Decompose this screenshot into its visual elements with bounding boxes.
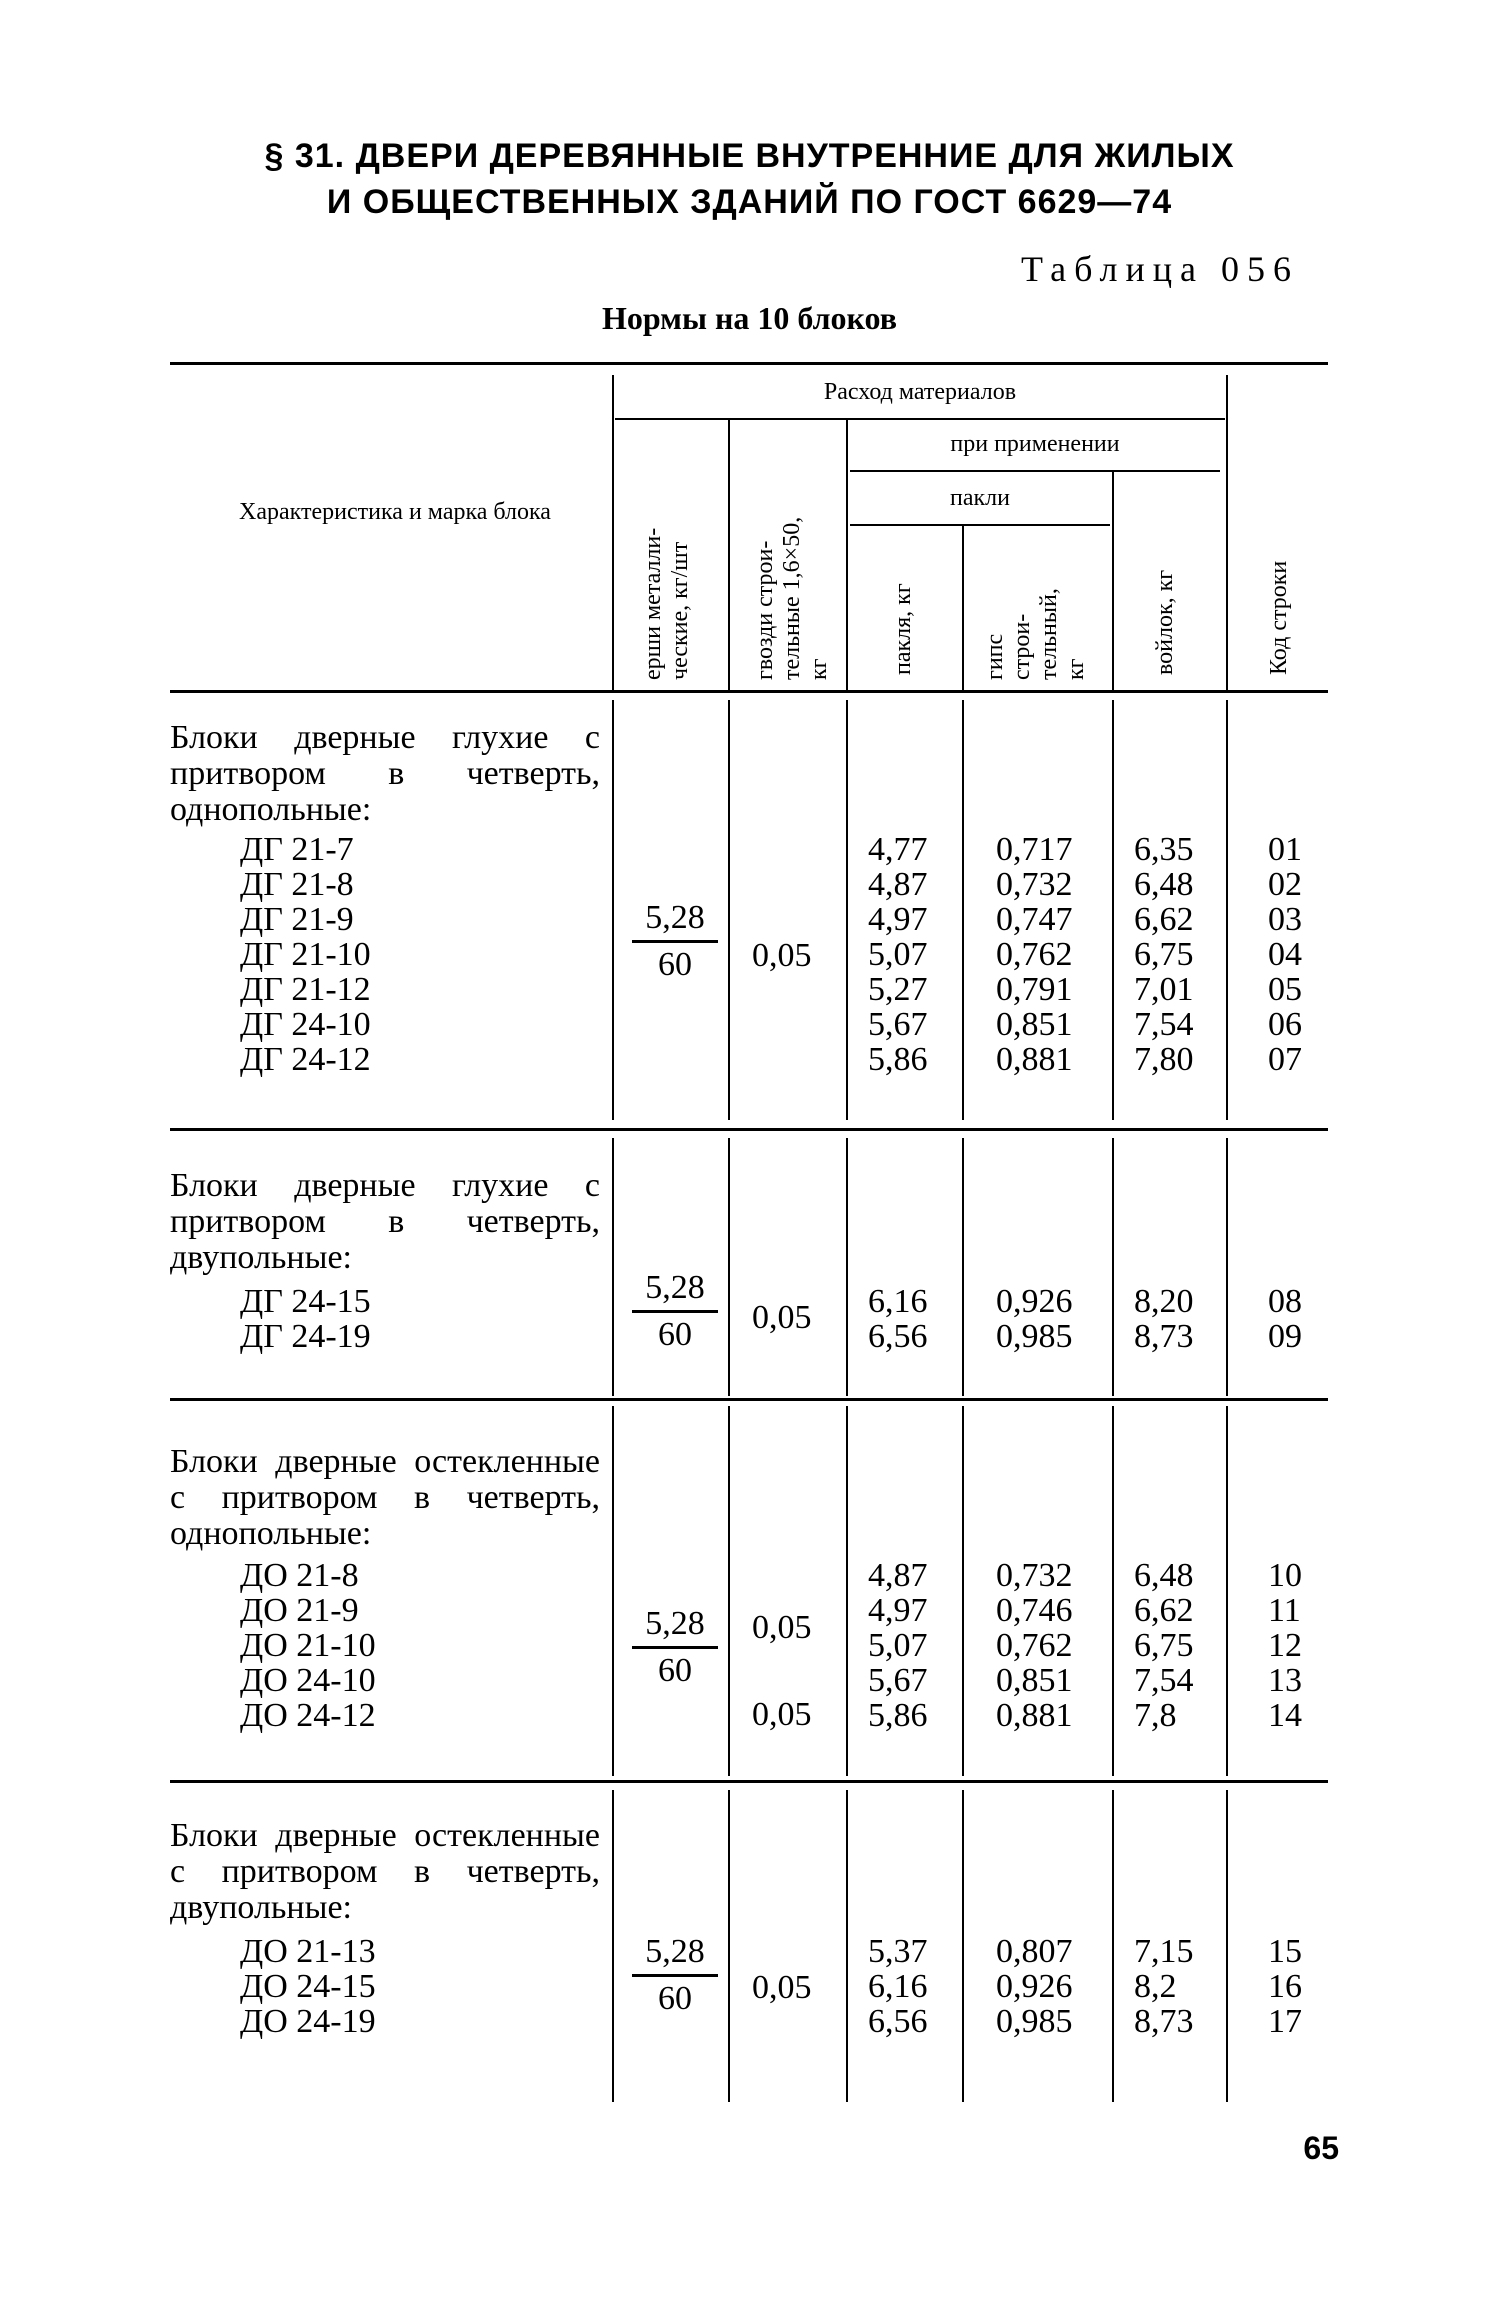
paklya-cell: 5,07 bbox=[868, 936, 928, 973]
fraction-bar bbox=[632, 1646, 718, 1649]
fraction-bar bbox=[632, 1974, 718, 1977]
group-marks bbox=[240, 1934, 376, 2039]
mark-item: ДГ 21-12 bbox=[240, 971, 371, 1008]
voylok-cell: 8,73 bbox=[1134, 2003, 1194, 2040]
code-cell: 01 bbox=[1268, 831, 1302, 868]
paklya-column bbox=[868, 1558, 928, 1733]
fraction-bar bbox=[632, 940, 718, 943]
gips-column bbox=[996, 1284, 1073, 1354]
code-cell: 03 bbox=[1268, 901, 1302, 938]
ershi-denominator: 60 bbox=[658, 946, 692, 983]
header-paklya bbox=[890, 583, 917, 675]
voylok-column bbox=[1134, 1284, 1194, 1354]
code-cell: 12 bbox=[1268, 1627, 1302, 1664]
header-pakli: пакли bbox=[950, 485, 1010, 511]
mark-item: ДО 24-10 bbox=[240, 1662, 376, 1699]
g3-vline-3 bbox=[846, 1406, 848, 1776]
fraction-bar bbox=[632, 1310, 718, 1313]
gvozdi-value: 0,05 bbox=[752, 1969, 812, 2006]
group-marks bbox=[240, 1558, 376, 1733]
g2-vline-5 bbox=[1112, 1138, 1114, 1396]
header-paklya-l1: пакля, кг bbox=[890, 583, 916, 675]
code-column bbox=[1268, 1934, 1302, 2039]
header-ershi bbox=[640, 528, 694, 680]
paklya-column bbox=[868, 832, 928, 1077]
header-gvozdi bbox=[752, 517, 833, 680]
paklya-cell: 5,27 bbox=[868, 971, 928, 1008]
paklya-cell: 6,16 bbox=[868, 1283, 928, 1320]
code-cell: 14 bbox=[1268, 1697, 1302, 1734]
ershi-fraction bbox=[620, 1932, 730, 2019]
voylok-cell: 8,20 bbox=[1134, 1283, 1194, 1320]
group-marks bbox=[240, 1284, 371, 1354]
g3-vline-6 bbox=[1226, 1406, 1228, 1776]
group-description: Блоки дверные остекленные с притвором в четверть, однопольные: bbox=[170, 1443, 600, 1552]
ershi-numerator: 5,28 bbox=[645, 1605, 705, 1642]
mark-item: ДО 21-10 bbox=[240, 1627, 376, 1664]
group-separator bbox=[170, 1128, 1328, 1131]
voylok-column bbox=[1134, 1558, 1194, 1733]
voylok-cell: 6,62 bbox=[1134, 901, 1194, 938]
voylok-cell: 7,15 bbox=[1134, 1933, 1194, 1970]
group-description: Блоки дверные глухие с притвором в четверть, двупольные: bbox=[170, 1167, 600, 1276]
header-gvozdi-l3: кг bbox=[806, 658, 832, 680]
g4-vline-4 bbox=[962, 1790, 964, 2102]
g2-vline-3 bbox=[846, 1138, 848, 1396]
header-characteristic: Характеристика и марка блока bbox=[239, 499, 551, 525]
header-gvozdi-l1: гвозди строи- bbox=[752, 540, 778, 680]
header-gips-l4: кг bbox=[1063, 658, 1089, 680]
paklya-cell: 5,86 bbox=[868, 1041, 928, 1078]
code-column bbox=[1268, 832, 1302, 1077]
gvozdi-value: 0,05 bbox=[752, 937, 812, 974]
gips-column bbox=[996, 1934, 1073, 2039]
header-gips-l2: строи- bbox=[1009, 613, 1035, 680]
group-separator bbox=[170, 1780, 1328, 1783]
header-gvozdi-l2: тельные 1,6×50, bbox=[779, 516, 805, 680]
paklya-cell: 4,77 bbox=[868, 831, 928, 868]
ershi-fraction bbox=[620, 1268, 730, 1355]
g1-vline-5 bbox=[1112, 700, 1114, 1120]
ershi-numerator: 5,28 bbox=[645, 1269, 705, 1306]
header-vline-4 bbox=[962, 526, 964, 690]
g4-vline-5 bbox=[1112, 1790, 1114, 2102]
paklya-column bbox=[868, 1934, 928, 2039]
voylok-cell: 7,54 bbox=[1134, 1662, 1194, 1699]
code-cell: 11 bbox=[1268, 1592, 1301, 1629]
code-cell: 06 bbox=[1268, 1006, 1302, 1043]
gips-cell: 0,762 bbox=[996, 936, 1073, 973]
g4-vline-1 bbox=[612, 1790, 614, 2102]
paklya-cell: 6,16 bbox=[868, 1968, 928, 2005]
ershi-fraction bbox=[620, 898, 730, 985]
pakli-rule bbox=[850, 524, 1110, 526]
header-vline-3 bbox=[846, 420, 848, 690]
ershi-denominator: 60 bbox=[658, 1980, 692, 2017]
group-separator bbox=[170, 1398, 1328, 1401]
code-column bbox=[1268, 1284, 1302, 1354]
mark-item: ДГ 21-10 bbox=[240, 936, 371, 973]
when-using-rule bbox=[850, 470, 1220, 472]
section-title-line1: § 31. ДВЕРИ ДЕРЕВЯННЫЕ ВНУТРЕННИЕ ДЛЯ ЖИЛЫХ bbox=[264, 137, 1235, 175]
mark-item: ДГ 24-12 bbox=[240, 1041, 371, 1078]
voylok-cell: 6,35 bbox=[1134, 831, 1194, 868]
gips-cell: 0,732 bbox=[996, 866, 1073, 903]
mark-item: ДГ 21-9 bbox=[240, 901, 354, 938]
voylok-cell: 8,73 bbox=[1134, 1318, 1194, 1355]
code-cell: 13 bbox=[1268, 1662, 1302, 1699]
g1-vline-3 bbox=[846, 700, 848, 1120]
mark-item: ДГ 21-7 bbox=[240, 831, 354, 868]
g1-vline-4 bbox=[962, 700, 964, 1120]
voylok-cell: 6,75 bbox=[1134, 1627, 1194, 1664]
code-cell: 02 bbox=[1268, 866, 1302, 903]
g4-vline-6 bbox=[1226, 1790, 1228, 2102]
table-number: Таблица 056 bbox=[1021, 249, 1299, 289]
header-voylok bbox=[1152, 570, 1179, 675]
gips-column bbox=[996, 1558, 1073, 1733]
code-cell: 17 bbox=[1268, 2003, 1302, 2040]
gips-cell: 0,881 bbox=[996, 1697, 1073, 1734]
voylok-cell: 7,01 bbox=[1134, 971, 1194, 1008]
norms-caption: Нормы на 10 блоков bbox=[601, 300, 898, 336]
voylok-cell: 8,2 bbox=[1134, 1968, 1177, 2005]
g3-vline-4 bbox=[962, 1406, 964, 1776]
voylok-cell: 6,48 bbox=[1134, 1557, 1194, 1594]
ershi-denominator: 60 bbox=[658, 1316, 692, 1353]
paklya-cell: 5,07 bbox=[868, 1627, 928, 1664]
gips-cell: 0,985 bbox=[996, 2003, 1073, 2040]
gips-cell: 0,881 bbox=[996, 1041, 1073, 1078]
header-ershi-l2: ческие, кг/шт bbox=[667, 541, 693, 680]
mark-item: ДО 21-9 bbox=[240, 1592, 359, 1629]
header-code bbox=[1266, 561, 1293, 675]
voylok-cell: 6,62 bbox=[1134, 1592, 1194, 1629]
header-gips bbox=[982, 588, 1090, 680]
mark-item: ДГ 24-15 bbox=[240, 1283, 371, 1320]
ershi-numerator: 5,28 bbox=[645, 1933, 705, 1970]
paklya-cell: 5,67 bbox=[868, 1006, 928, 1043]
paklya-cell: 5,37 bbox=[868, 1933, 928, 1970]
paklya-cell: 4,97 bbox=[868, 1592, 928, 1629]
code-cell: 04 bbox=[1268, 936, 1302, 973]
header-gips-l3: тельный, bbox=[1036, 588, 1062, 680]
mark-item: ДГ 21-8 bbox=[240, 866, 354, 903]
g2-vline-4 bbox=[962, 1138, 964, 1396]
gips-cell: 0,732 bbox=[996, 1557, 1073, 1594]
group-description: Блоки дверные глухие с притвором в четверть, однопольные: bbox=[170, 719, 600, 828]
mark-item: ДО 24-12 bbox=[240, 1697, 376, 1734]
header-bottom-rule bbox=[170, 690, 1328, 693]
code-cell: 05 bbox=[1268, 971, 1302, 1008]
voylok-column bbox=[1134, 832, 1194, 1077]
ershi-numerator: 5,28 bbox=[645, 899, 705, 936]
header-vline-5 bbox=[1112, 472, 1114, 690]
gips-cell: 0,926 bbox=[996, 1968, 1073, 2005]
mark-item: ДО 24-15 bbox=[240, 1968, 376, 2005]
gips-cell: 0,926 bbox=[996, 1283, 1073, 1320]
paklya-cell: 6,56 bbox=[868, 1318, 928, 1355]
header-ershi-l1: ерши металли- bbox=[640, 527, 666, 680]
g3-vline-5 bbox=[1112, 1406, 1114, 1776]
page-number: 65 bbox=[1303, 2130, 1339, 2166]
header-vline-1 bbox=[612, 375, 614, 690]
code-cell: 10 bbox=[1268, 1557, 1302, 1594]
header-vline-2 bbox=[728, 420, 730, 690]
g1-vline-1 bbox=[612, 700, 614, 1120]
g1-vline-6 bbox=[1226, 700, 1228, 1120]
header-gips-l1: гипс bbox=[982, 633, 1008, 680]
paklya-column bbox=[868, 1284, 928, 1354]
gips-column bbox=[996, 832, 1073, 1077]
code-cell: 15 bbox=[1268, 1933, 1302, 1970]
section-title-line2: И ОБЩЕСТВЕННЫХ ЗДАНИЙ ПО ГОСТ 6629—74 bbox=[326, 183, 1173, 221]
g3-vline-2 bbox=[728, 1406, 730, 1776]
code-column bbox=[1268, 1558, 1302, 1733]
mark-item: ДО 21-13 bbox=[240, 1933, 376, 1970]
voylok-cell: 7,54 bbox=[1134, 1006, 1194, 1043]
code-cell: 08 bbox=[1268, 1283, 1302, 1320]
mark-item: ДГ 24-10 bbox=[240, 1006, 371, 1043]
gips-cell: 0,791 bbox=[996, 971, 1073, 1008]
gvozdi-value: 0,05 bbox=[752, 1696, 812, 1733]
g3-vline-1 bbox=[612, 1406, 614, 1776]
g2-vline-2 bbox=[728, 1138, 730, 1396]
g4-vline-3 bbox=[846, 1790, 848, 2102]
voylok-cell: 7,8 bbox=[1134, 1697, 1177, 1734]
table-top-rule bbox=[170, 362, 1328, 365]
ershi-denominator: 60 bbox=[658, 1652, 692, 1689]
gips-cell: 0,807 bbox=[996, 1933, 1073, 1970]
gips-cell: 0,747 bbox=[996, 901, 1073, 938]
paklya-cell: 6,56 bbox=[868, 2003, 928, 2040]
paklya-cell: 5,86 bbox=[868, 1697, 928, 1734]
code-cell: 09 bbox=[1268, 1318, 1302, 1355]
paklya-cell: 4,87 bbox=[868, 866, 928, 903]
code-cell: 16 bbox=[1268, 1968, 1302, 2005]
gips-cell: 0,717 bbox=[996, 831, 1073, 868]
voylok-cell: 6,75 bbox=[1134, 936, 1194, 973]
mark-item: ДО 24-19 bbox=[240, 2003, 376, 2040]
gvozdi-value: 0,05 bbox=[752, 1299, 812, 1336]
ershi-fraction bbox=[620, 1604, 730, 1691]
header-when-using: при применении bbox=[950, 431, 1120, 457]
voylok-column bbox=[1134, 1934, 1194, 2039]
gips-cell: 0,851 bbox=[996, 1006, 1073, 1043]
header-voylok-l1: войлок, кг bbox=[1152, 569, 1178, 675]
code-cell: 07 bbox=[1268, 1041, 1302, 1078]
group-description: Блоки дверные остекленные с притвором в четверть, двупольные: bbox=[170, 1817, 600, 1926]
group-marks bbox=[240, 832, 371, 1077]
voylok-cell: 7,80 bbox=[1134, 1041, 1194, 1078]
g2-vline-1 bbox=[612, 1138, 614, 1396]
header-materials: Расход материалов bbox=[823, 379, 1017, 405]
paklya-cell: 4,87 bbox=[868, 1557, 928, 1594]
mark-item: ДО 21-8 bbox=[240, 1557, 359, 1594]
gips-cell: 0,985 bbox=[996, 1318, 1073, 1355]
paklya-cell: 5,67 bbox=[868, 1662, 928, 1699]
paklya-cell: 4,97 bbox=[868, 901, 928, 938]
voylok-cell: 6,48 bbox=[1134, 866, 1194, 903]
gips-cell: 0,762 bbox=[996, 1627, 1073, 1664]
materials-rule bbox=[615, 418, 1225, 420]
gips-cell: 0,746 bbox=[996, 1592, 1073, 1629]
gips-cell: 0,851 bbox=[996, 1662, 1073, 1699]
gvozdi-value: 0,05 bbox=[752, 1609, 812, 1646]
header-code-l1: Код строки bbox=[1266, 560, 1292, 675]
mark-item: ДГ 24-19 bbox=[240, 1318, 371, 1355]
header-vline-6 bbox=[1226, 375, 1228, 690]
g2-vline-6 bbox=[1226, 1138, 1228, 1396]
